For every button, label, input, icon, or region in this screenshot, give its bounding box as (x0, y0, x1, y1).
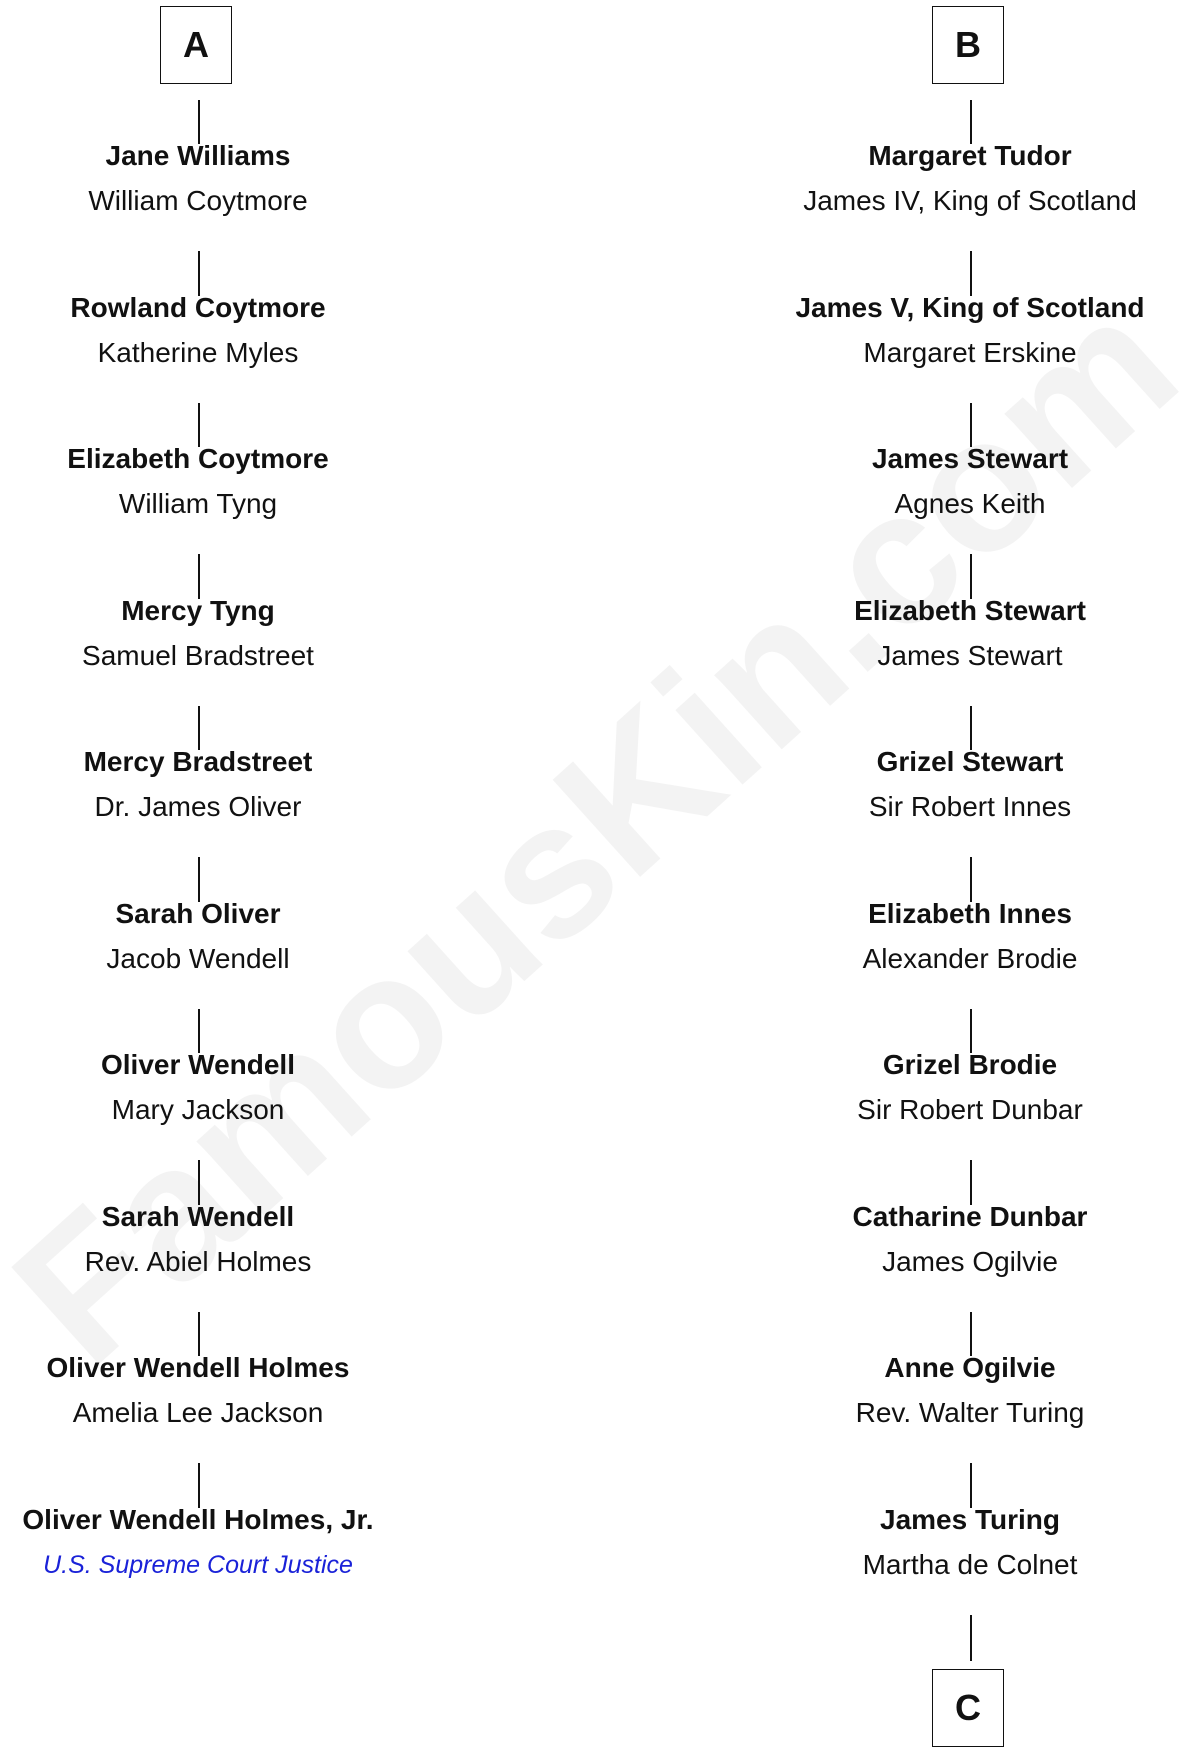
lineage-box-b: B (932, 6, 1004, 84)
descendant-name: Sarah Wendell (101, 1200, 295, 1232)
spouse-name: James Stewart (877, 639, 1063, 671)
descendant-name: Mercy Bradstreet (83, 746, 313, 777)
descendant-name: Catharine Dunbar (852, 1200, 1088, 1232)
spouse-name: Alexander Brodie (862, 942, 1078, 974)
descendant-name: James Stewart (871, 443, 1069, 474)
connector-line (970, 706, 972, 751)
spouse-name: James Ogilvie (882, 1245, 1058, 1277)
descendant-name: Jane Williams (105, 140, 291, 171)
spouse-name: Sir Robert Innes (868, 791, 1072, 822)
connector-line (970, 554, 972, 599)
connector-line (198, 706, 200, 751)
descendant-name: Grizel Stewart (876, 746, 1064, 777)
spouse-name: William Tyng (118, 488, 278, 519)
connector-line (970, 100, 972, 144)
connector-line (970, 1312, 972, 1357)
spouse-name: Sir Robert Dunbar (857, 1094, 1083, 1125)
spouse-name: Margaret Erskine (863, 336, 1077, 368)
connector-line (198, 403, 200, 448)
title-note: U.S. Supreme Court Justice (43, 1550, 353, 1579)
connector-line (970, 1463, 972, 1508)
connector-line (198, 251, 200, 296)
spouse-name: Rev. Abiel Holmes (84, 1245, 312, 1277)
descendant-name: Grizel Brodie (882, 1049, 1058, 1080)
descendant-name: Elizabeth Innes (868, 897, 1072, 929)
connector-line (970, 1009, 972, 1054)
connector-line (970, 1615, 972, 1661)
spouse-name: William Coytmore (88, 185, 308, 216)
connector-line (970, 251, 972, 296)
connector-line (198, 1160, 200, 1205)
descendant-name: James V, King of Scotland (795, 291, 1145, 323)
connector-line (198, 1463, 200, 1508)
connector-line (970, 857, 972, 902)
spouse-name: Agnes Keith (894, 488, 1046, 519)
connector-line (198, 857, 200, 902)
connector-line (198, 100, 200, 144)
descendant-name: Rowland Coytmore (70, 291, 326, 323)
spouse-name: Samuel Bradstreet (82, 639, 314, 671)
spouse-name: Mary Jackson (111, 1094, 285, 1125)
descendant-name: Oliver Wendell Holmes (46, 1352, 350, 1383)
lineage-box-a: A (160, 6, 232, 84)
spouse-name: Jacob Wendell (106, 942, 290, 974)
connector-line (198, 554, 200, 599)
spouse-name: James IV, King of Scotland (803, 185, 1137, 216)
descendant-name: Elizabeth Stewart (854, 594, 1086, 626)
descendant-name: Elizabeth Coytmore (67, 443, 329, 474)
spouse-name: Rev. Walter Turing (855, 1397, 1085, 1428)
descendant-name: Oliver Wendell (101, 1049, 295, 1080)
descendant-name: James Turing (880, 1503, 1060, 1535)
lineage-box-c: C (932, 1669, 1004, 1747)
descendant-name: Oliver Wendell Holmes, Jr. (22, 1503, 374, 1535)
connector-line (198, 1312, 200, 1357)
spouse-name: Dr. James Oliver (94, 791, 302, 822)
spouse-name: Amelia Lee Jackson (72, 1397, 324, 1428)
descendant-name: Anne Ogilvie (884, 1352, 1056, 1383)
descendant-name: Mercy Tyng (121, 594, 275, 626)
descendant-name: Sarah Oliver (115, 897, 281, 929)
connector-line (970, 403, 972, 448)
spouse-name: Katherine Myles (97, 336, 299, 368)
descendant-name: Margaret Tudor (868, 140, 1072, 171)
spouse-name: Martha de Colnet (862, 1548, 1078, 1580)
connector-line (198, 1009, 200, 1054)
connector-line (970, 1160, 972, 1205)
